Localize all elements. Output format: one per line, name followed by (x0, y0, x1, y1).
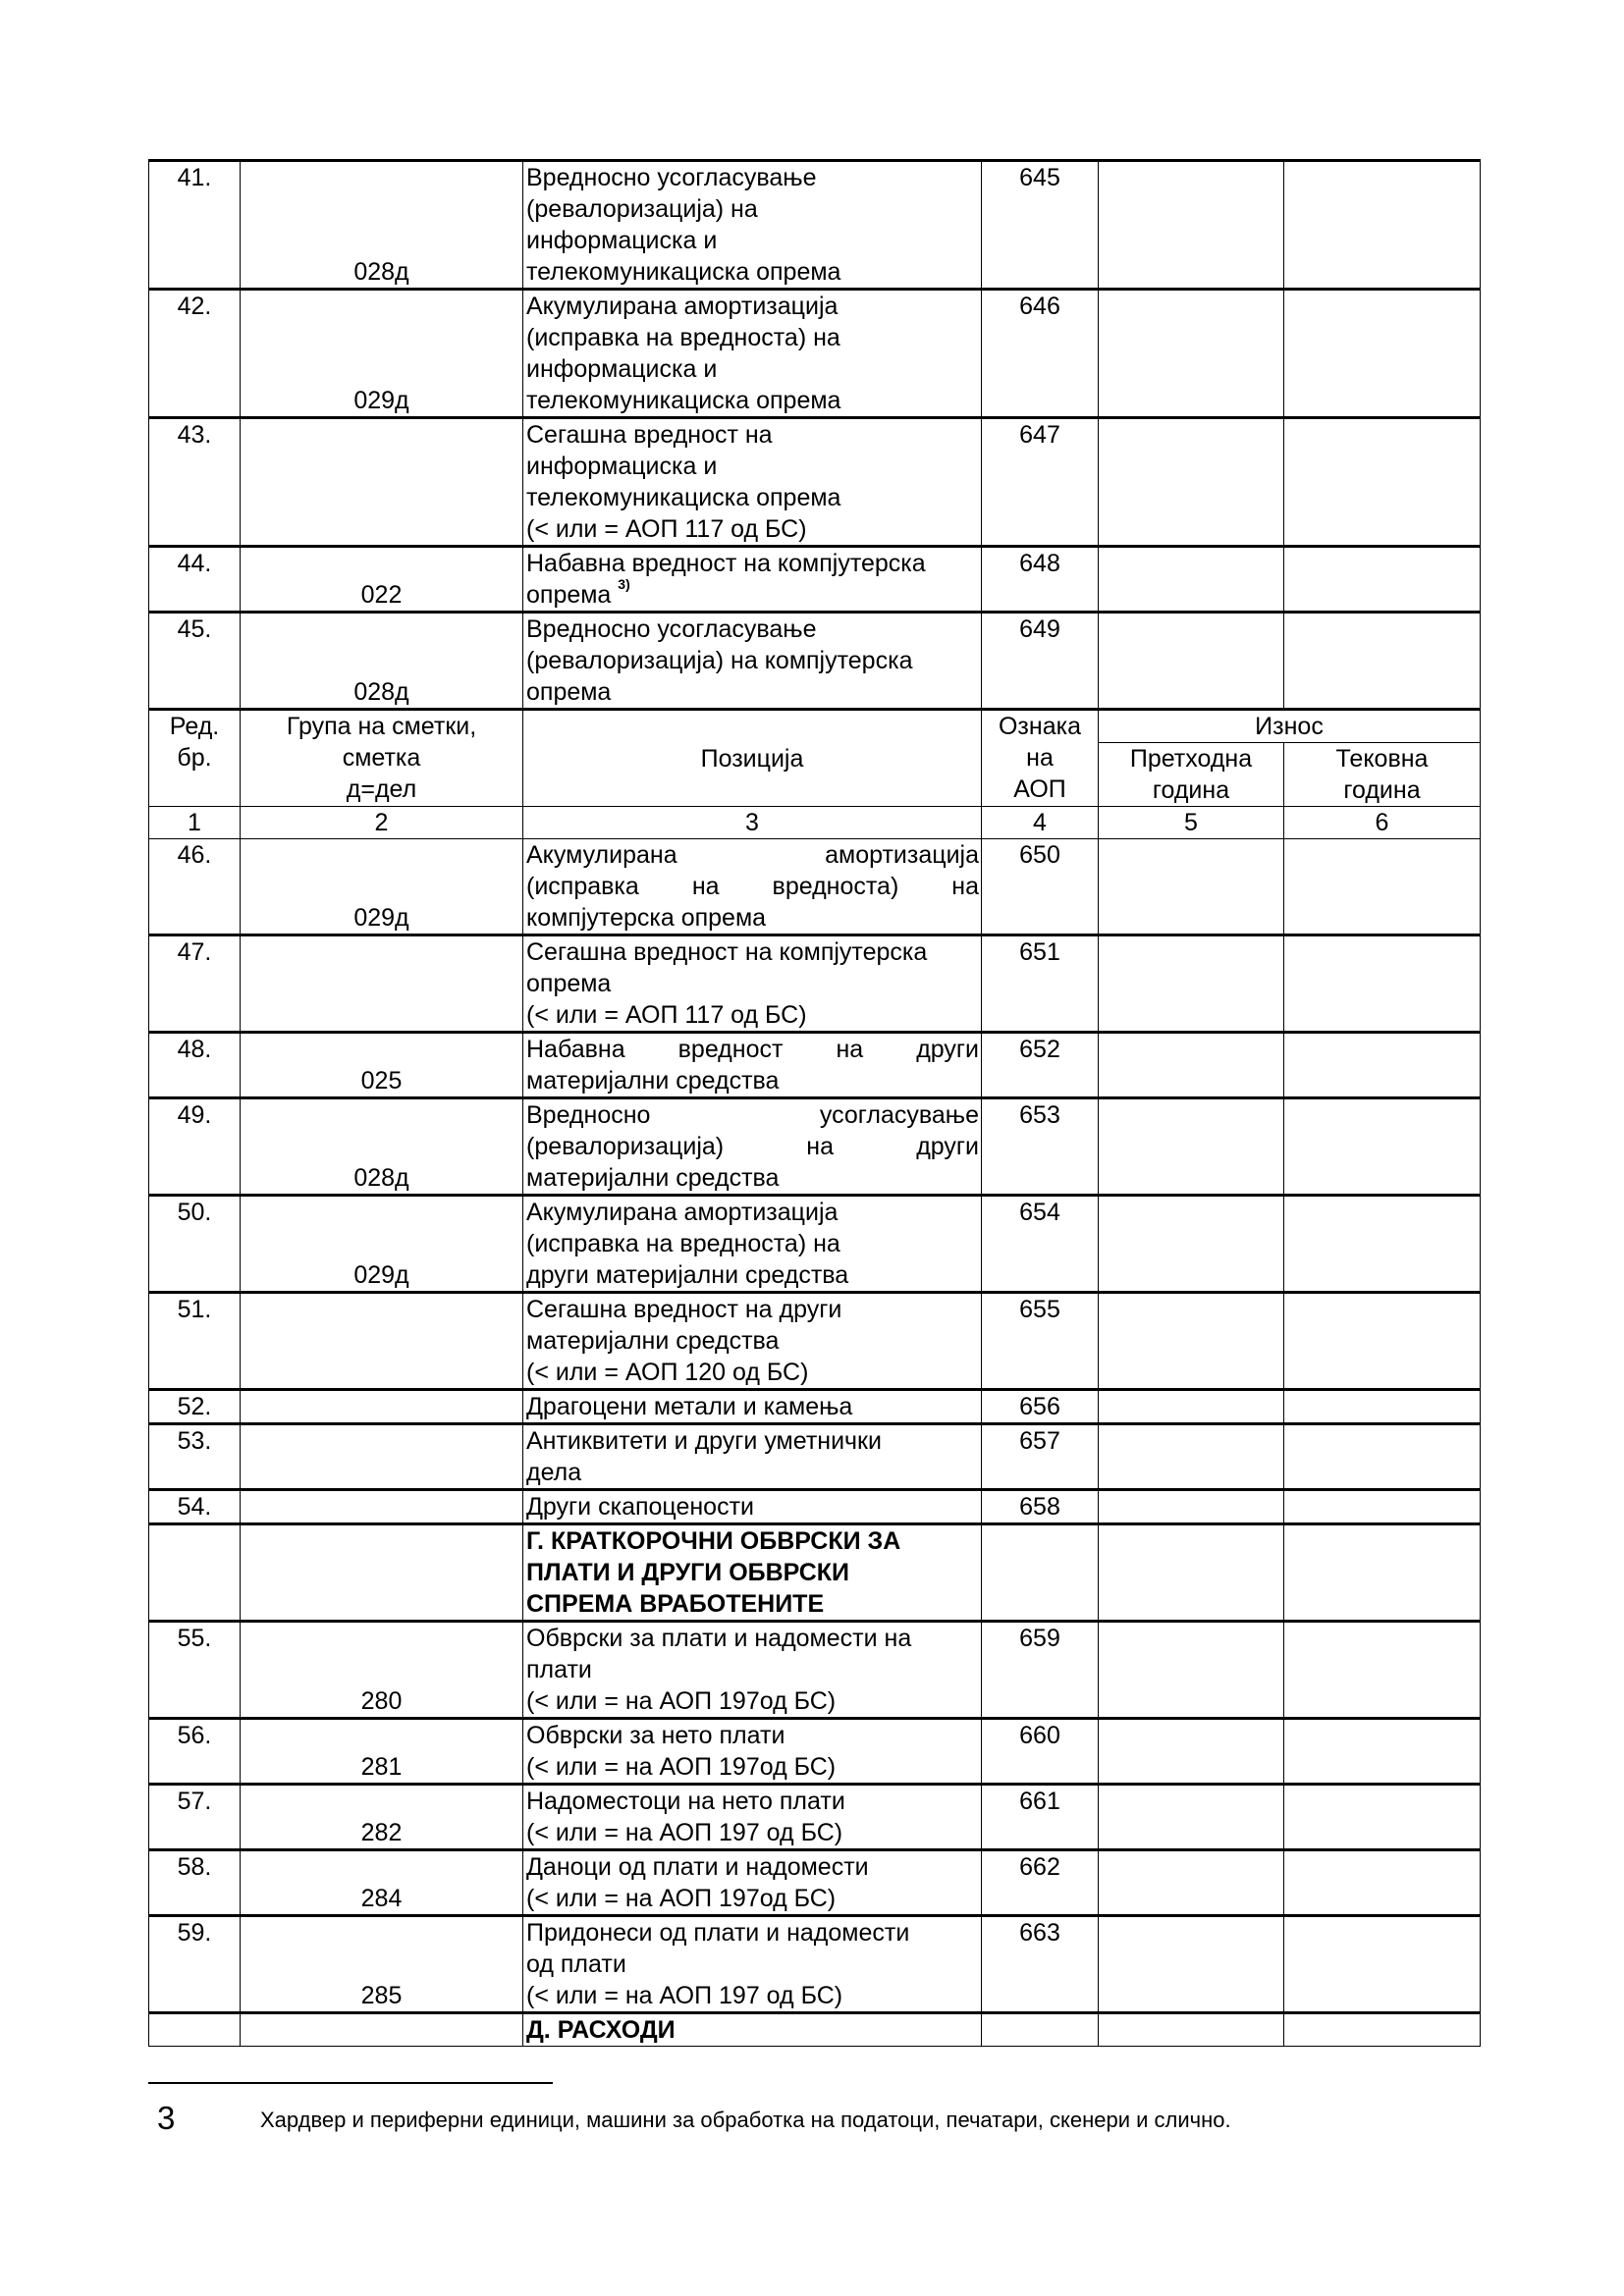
position-line: (< или = на АОП 197од БС) (526, 1753, 837, 1781)
position-text (523, 1293, 982, 1390)
position-line: информациска и (526, 355, 718, 383)
row-number: 49. (149, 1098, 241, 1196)
position-line: Г. КРАТКОРОЧНИ ОБВРСКИ ЗА (526, 1527, 901, 1555)
current-year-amount (1284, 1196, 1481, 1293)
table-row (149, 290, 1481, 418)
account-code (241, 1424, 523, 1490)
position-line: (< или = на АОП 197 од БС) (526, 1819, 843, 1846)
previous-year-amount (1099, 418, 1284, 547)
header-current-year: Тековна година (1284, 743, 1481, 807)
row-number: 56. (149, 1719, 241, 1785)
aop-code: 658 (982, 1490, 1099, 1524)
position-line: опрема (526, 678, 612, 706)
row-number (149, 2013, 241, 2047)
aop-code: 645 (982, 161, 1099, 290)
current-year-amount (1284, 161, 1481, 290)
footnote-separator (148, 2082, 553, 2084)
position-text (523, 547, 982, 613)
table-row (149, 613, 1481, 710)
previous-year-amount (1099, 1719, 1284, 1785)
position-line: информациска и (526, 453, 718, 480)
position-text (523, 1196, 982, 1293)
current-year-amount (1284, 2013, 1481, 2047)
position-line: Акумулирана амортизација (526, 841, 979, 869)
position-line: Придонеси од плати и надомести (526, 1919, 910, 1947)
position-line: (ревалоризација) на компјутерска (526, 647, 913, 674)
previous-year-amount (1099, 1785, 1284, 1850)
row-number: 43. (149, 418, 241, 547)
account-code (241, 935, 523, 1033)
account-code: 029д (241, 839, 523, 935)
position-line: материјални средства (526, 1327, 780, 1355)
account-code: 029д (241, 290, 523, 418)
header-position: Позиција (523, 710, 982, 807)
position-line: Други скапоцености (526, 1493, 754, 1521)
row-number: 47. (149, 935, 241, 1033)
row-number: 57. (149, 1785, 241, 1850)
account-code: 028д (241, 613, 523, 710)
row-number: 54. (149, 1490, 241, 1524)
position-text (523, 1719, 982, 1785)
position-text (523, 1033, 982, 1098)
previous-year-amount (1099, 290, 1284, 418)
position-line: Вредносно усогласување (526, 615, 817, 643)
header-row-number: Ред. бр. (149, 710, 241, 807)
account-code: 285 (241, 1916, 523, 2013)
position-line: Надоместоци на нето плати (526, 1788, 845, 1815)
account-code: 282 (241, 1785, 523, 1850)
row-number: 44. (149, 547, 241, 613)
aop-code: 647 (982, 418, 1099, 547)
position-text (523, 1622, 982, 1719)
position-line: материјални средства (526, 1164, 780, 1192)
account-code (241, 2013, 523, 2047)
aop-code: 656 (982, 1390, 1099, 1424)
aop-code: 661 (982, 1785, 1099, 1850)
current-year-amount (1284, 1622, 1481, 1719)
column-number: 4 (982, 807, 1099, 839)
account-code: 280 (241, 1622, 523, 1719)
aop-code: 662 (982, 1850, 1099, 1916)
position-line: плати (526, 1656, 592, 1683)
position-line: Акумулирана амортизација (526, 293, 839, 320)
row-number: 45. (149, 613, 241, 710)
column-numbers-row (149, 807, 1481, 839)
position-line: Антиквитети и други уметнички (526, 1427, 882, 1455)
position-line: Акумулирана амортизација (526, 1199, 839, 1226)
position-line: други материјални средства (526, 1261, 849, 1289)
row-number: 55. (149, 1622, 241, 1719)
previous-year-amount (1099, 161, 1284, 290)
account-code (241, 1524, 523, 1622)
position-line: СПРЕМА ВРАБОТЕНИТЕ (526, 1590, 825, 1618)
previous-year-amount (1099, 1033, 1284, 1098)
current-year-amount (1284, 1424, 1481, 1490)
current-year-amount (1284, 1293, 1481, 1390)
position-line: Сегашна вредност на компјутерска (526, 938, 928, 966)
table-row (149, 839, 1481, 935)
current-year-amount (1284, 1524, 1481, 1622)
table-row (149, 547, 1481, 613)
row-number: 48. (149, 1033, 241, 1098)
position-line: (исправка на вредноста) на (526, 1230, 840, 1257)
current-year-amount (1284, 1785, 1481, 1850)
table-header (149, 710, 1481, 839)
position-text (523, 935, 982, 1033)
table-body-bottom (149, 839, 1481, 2047)
position-text (523, 1785, 982, 1850)
position-line: информациска и (526, 227, 718, 254)
table-row (149, 1850, 1481, 1916)
footnote-marker: 3) (618, 576, 630, 592)
position-line: опрема $^{3)}$ (526, 576, 630, 609)
footnote-text: Хардвер и периферни единици, машини за обработка на податоци, печатари, скенери и слично. (260, 2108, 1231, 2132)
position-line: (< или = АОП 117 од БС) (526, 1001, 807, 1029)
previous-year-amount (1099, 1490, 1284, 1524)
position-line: ПЛАТИ И ДРУГИ ОБВРСКИ (526, 1559, 850, 1586)
position-line: Вредносно усогласување (526, 1101, 979, 1129)
position-line: (исправка на вредноста) на (526, 324, 840, 351)
position-text (523, 839, 982, 935)
aop-code: 650 (982, 839, 1099, 935)
table-row (149, 935, 1481, 1033)
previous-year-amount (1099, 1390, 1284, 1424)
position-line: Драгоцени метали и камења (526, 1393, 853, 1420)
account-code: 028д (241, 1098, 523, 1196)
table-row (149, 1916, 1481, 2013)
position-line: материјални средства (526, 1067, 780, 1095)
current-year-amount (1284, 1916, 1481, 2013)
aop-code: 659 (982, 1622, 1099, 1719)
aop-code: 654 (982, 1196, 1099, 1293)
aop-table (148, 159, 1481, 2047)
current-year-amount (1284, 935, 1481, 1033)
aop-code: 649 (982, 613, 1099, 710)
position-text (523, 1916, 982, 2013)
position-line: телекомуникациска опрема (526, 484, 841, 511)
account-code (241, 1490, 523, 1524)
row-number: 42. (149, 290, 241, 418)
position-line: (< или = на АОП 197од БС) (526, 1687, 837, 1715)
position-line: Набавна вредност на други (526, 1036, 979, 1063)
current-year-amount (1284, 1390, 1481, 1424)
aop-code: 651 (982, 935, 1099, 1033)
position-line: (< или = АОП 120 од БС) (526, 1359, 809, 1386)
position-line: телекомуникациска опрема (526, 258, 841, 286)
aop-code: 655 (982, 1293, 1099, 1390)
table-row (149, 1196, 1481, 1293)
account-code (241, 1390, 523, 1424)
account-code: 028д (241, 161, 523, 290)
previous-year-amount (1099, 613, 1284, 710)
aop-code (982, 1524, 1099, 1622)
current-year-amount (1284, 1850, 1481, 1916)
table-row (149, 1424, 1481, 1490)
aop-code (982, 2013, 1099, 2047)
position-text (523, 1390, 982, 1424)
position-line: Набавна вредност на компјутерска (526, 550, 926, 577)
current-year-amount (1284, 1719, 1481, 1785)
footnote-number: 3 (157, 2100, 176, 2136)
previous-year-amount (1099, 1196, 1284, 1293)
column-number: 6 (1284, 807, 1481, 839)
account-code: 022 (241, 547, 523, 613)
table-row (149, 1098, 1481, 1196)
aop-code: 653 (982, 1098, 1099, 1196)
aop-code: 663 (982, 1916, 1099, 2013)
aop-code: 657 (982, 1424, 1099, 1490)
previous-year-amount (1099, 839, 1284, 935)
position-line: телекомуникациска опрема (526, 387, 841, 414)
aop-code: 652 (982, 1033, 1099, 1098)
position-line: (ревалоризација) на (526, 195, 758, 223)
position-line: (ревалоризација) на други (526, 1133, 979, 1160)
position-line: Даноци од плати и надомести (526, 1853, 869, 1881)
position-line: (< или = АОП 117 од БС) (526, 515, 807, 543)
current-year-amount (1284, 1490, 1481, 1524)
position-text (523, 418, 982, 547)
row-number: 59. (149, 1916, 241, 2013)
position-line: Сегашна вредност на (526, 421, 773, 449)
position-line: опрема (526, 970, 612, 997)
table-row (149, 1033, 1481, 1098)
position-text (523, 1424, 982, 1490)
account-code (241, 1293, 523, 1390)
table-row (149, 2013, 1481, 2047)
current-year-amount (1284, 839, 1481, 935)
table-row (149, 1719, 1481, 1785)
position-text (523, 2013, 982, 2047)
position-line: (< или = на АОП 197 од БС) (526, 1982, 843, 2009)
previous-year-amount (1099, 1293, 1284, 1390)
row-number: 41. (149, 161, 241, 290)
account-code: 025 (241, 1033, 523, 1098)
row-number: 50. (149, 1196, 241, 1293)
position-line: Д. РАСХОДИ (526, 2016, 676, 2044)
header-amount: Износ (1099, 710, 1481, 743)
previous-year-amount (1099, 547, 1284, 613)
position-line: компјутерска опрема (526, 904, 767, 932)
current-year-amount (1284, 1033, 1481, 1098)
position-line: дела (526, 1459, 582, 1486)
row-number: 46. (149, 839, 241, 935)
table-row (149, 1490, 1481, 1524)
column-number: 3 (523, 807, 982, 839)
row-number (149, 1524, 241, 1622)
column-number: 2 (241, 807, 523, 839)
header-row (149, 710, 1481, 743)
position-text (523, 1850, 982, 1916)
position-line: (исправка на вредноста) на (526, 873, 979, 900)
current-year-amount (1284, 290, 1481, 418)
account-code: 284 (241, 1850, 523, 1916)
row-number: 52. (149, 1390, 241, 1424)
position-text (523, 1524, 982, 1622)
previous-year-amount (1099, 1098, 1284, 1196)
row-number: 58. (149, 1850, 241, 1916)
table-body-top (149, 161, 1481, 710)
previous-year-amount (1099, 1424, 1284, 1490)
position-line: (< или = на АОП 197од БС) (526, 1885, 837, 1912)
header-account-group: Група на сметки, сметка д=дел (241, 710, 523, 807)
position-text (523, 1098, 982, 1196)
position-line: Обврски за нето плати (526, 1722, 785, 1749)
account-code: 281 (241, 1719, 523, 1785)
table-row (149, 1622, 1481, 1719)
table-row (149, 418, 1481, 547)
column-number: 1 (149, 807, 241, 839)
account-code: 029д (241, 1196, 523, 1293)
table-row (149, 1785, 1481, 1850)
table-row (149, 161, 1481, 290)
previous-year-amount (1099, 935, 1284, 1033)
row-number: 51. (149, 1293, 241, 1390)
position-line: Обврски за плати и надомести на (526, 1625, 912, 1652)
account-code (241, 418, 523, 547)
header-previous-year: Претходна година (1099, 743, 1284, 807)
position-text (523, 613, 982, 710)
position-line: Вредносно усогласување (526, 164, 817, 191)
previous-year-amount (1099, 2013, 1284, 2047)
position-line: Сегашна вредност на други (526, 1296, 842, 1323)
position-text (523, 161, 982, 290)
table-row (149, 1390, 1481, 1424)
position-line: од плати (526, 1950, 626, 1978)
current-year-amount (1284, 547, 1481, 613)
position-text (523, 290, 982, 418)
aop-code: 646 (982, 290, 1099, 418)
current-year-amount (1284, 613, 1481, 710)
previous-year-amount (1099, 1916, 1284, 2013)
previous-year-amount (1099, 1850, 1284, 1916)
aop-code: 660 (982, 1719, 1099, 1785)
header-aop-code: Ознака на АОП (982, 710, 1099, 807)
row-number: 53. (149, 1424, 241, 1490)
current-year-amount (1284, 1098, 1481, 1196)
column-number: 5 (1099, 807, 1284, 839)
table-row (149, 1524, 1481, 1622)
current-year-amount (1284, 418, 1481, 547)
table-row (149, 1293, 1481, 1390)
previous-year-amount (1099, 1524, 1284, 1622)
previous-year-amount (1099, 1622, 1284, 1719)
position-text (523, 1490, 982, 1524)
aop-code: 648 (982, 547, 1099, 613)
